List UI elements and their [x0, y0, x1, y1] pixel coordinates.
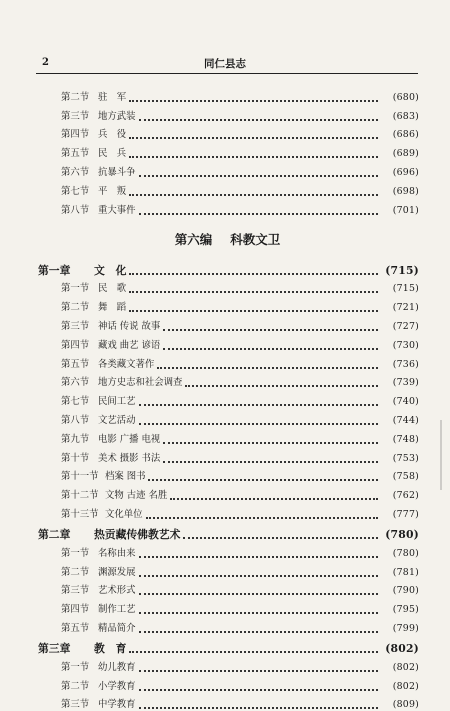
toc-entry-number: 第二节: [61, 680, 90, 692]
toc-entry-title: 民 歌: [98, 283, 127, 295]
toc-chapter-entry: [36, 257, 419, 277]
toc-entry-title: 美术 摄影 书法: [98, 452, 161, 464]
dot-leader: [129, 99, 378, 102]
toc-entry-title: 抗暴斗争: [98, 166, 136, 178]
toc-entry-title: 藏戏 曲艺 谚语: [98, 339, 161, 351]
toc-entry-number: 第七节: [61, 396, 90, 408]
toc-entry-title: 电影 广播 电视: [98, 433, 161, 445]
dot-leader: [139, 403, 378, 406]
dot-leader: [163, 328, 378, 331]
dot-leader: [129, 136, 378, 139]
dot-leader: [139, 212, 378, 215]
toc-chapter-entry: [36, 635, 419, 655]
toc-entry-number: 第二节: [61, 91, 90, 103]
toc-entry-title: 制作工艺: [98, 604, 136, 616]
toc-entry-title: 热贡藏传佛教艺术: [94, 527, 181, 541]
toc-section-entry: [36, 502, 419, 521]
toc-section-entry: [36, 295, 419, 314]
toc-entry-number: 第七节: [61, 185, 90, 197]
toc-entry-title: 幼儿教育: [98, 661, 136, 673]
toc-entry-title: 文物 古迹 名胜: [105, 490, 168, 502]
toc-entry-page: (696): [392, 166, 419, 178]
toc-entry-number: 第五节: [61, 148, 90, 160]
toc-entry-page: (698): [392, 185, 419, 197]
toc-entry-page: (715): [385, 263, 419, 277]
toc-section-entry: [36, 333, 419, 352]
toc-entry-title: 艺术形式: [98, 585, 136, 597]
toc-entry-number: 第三节: [61, 320, 90, 332]
toc-entry-title: 精品简介: [98, 622, 136, 634]
toc-entry-page: (781): [392, 566, 419, 578]
toc-entry-title: 平 叛: [98, 185, 127, 197]
table-of-contents: [36, 85, 419, 711]
toc-entry-page: (701): [392, 204, 419, 216]
toc-entry-number: 第三节: [61, 699, 90, 711]
toc-entry-page: (802): [392, 680, 419, 692]
dot-leader: [163, 460, 378, 463]
toc-entry-title: 民间工艺: [98, 396, 136, 408]
toc-entry-title: 小学教育: [98, 680, 136, 692]
part-title: 科教文卫: [230, 231, 281, 247]
toc-entry-page: (799): [392, 622, 419, 634]
toc-entry-title: 各类藏文著作: [98, 358, 155, 370]
dot-leader: [139, 611, 378, 614]
toc-entry-title: 文 化: [94, 263, 127, 277]
toc-entry-page: (686): [392, 129, 419, 141]
toc-entry-page: (721): [392, 302, 419, 314]
toc-section-entry: [36, 352, 419, 371]
dot-leader: [139, 422, 378, 425]
toc-section-entry: [36, 616, 419, 635]
toc-entry-number: 第一章: [38, 263, 71, 277]
toc-entry-number: 第一节: [61, 283, 90, 295]
toc-section-entry: [36, 597, 419, 616]
toc-entry-page: (780): [385, 527, 419, 541]
toc-entry-number: 第八节: [61, 414, 90, 426]
toc-entry-page: (689): [392, 148, 419, 160]
toc-entry-title: 驻 军: [98, 91, 127, 103]
toc-section-entry: [36, 427, 419, 446]
toc-entry-number: 第十二节: [61, 490, 99, 502]
dot-leader: [129, 155, 378, 158]
page-number: 2: [42, 57, 49, 68]
toc-section-entry: [36, 179, 419, 198]
toc-section-entry: [36, 371, 419, 390]
toc-entry-title: 重大事件: [98, 204, 136, 216]
toc-entry-page: (748): [392, 433, 419, 445]
toc-section-entry: [36, 277, 419, 296]
part-heading: [36, 221, 419, 257]
toc-section-entry: [36, 483, 419, 502]
toc-entry-page: (680): [392, 91, 419, 103]
toc-chapter-entry: [36, 521, 419, 541]
dot-leader: [139, 118, 378, 121]
part-number: 第六编: [174, 231, 213, 247]
toc-entry-number: 第三节: [61, 110, 90, 122]
dot-leader: [129, 272, 378, 275]
dot-leader: [139, 706, 378, 709]
toc-entry-number: 第六节: [61, 377, 90, 389]
toc-entry-title: 渊源发展: [98, 566, 136, 578]
toc-entry-page: (777): [392, 508, 419, 520]
toc-entry-title: 地方史志和社会调查: [98, 377, 183, 389]
toc-entry-page: (739): [392, 377, 419, 389]
dot-leader: [139, 574, 378, 577]
toc-section-entry: [36, 141, 419, 160]
dot-leader: [129, 290, 378, 293]
toc-entry-page: (758): [392, 471, 419, 483]
toc-entry-number: 第四节: [61, 604, 90, 616]
dot-leader: [157, 366, 378, 369]
toc-entry-title: 名称由来: [98, 547, 136, 559]
toc-entry-page: (780): [392, 547, 419, 559]
toc-entry-title: 教 育: [94, 641, 127, 655]
toc-entry-page: (753): [392, 452, 419, 464]
toc-section-entry: [36, 85, 419, 104]
toc-entry-number: 第十三节: [61, 508, 99, 520]
dot-leader: [139, 174, 378, 177]
dot-leader: [146, 516, 378, 519]
toc-entry-title: 档案 图书: [105, 471, 146, 483]
dot-leader: [170, 497, 378, 500]
toc-entry-number: 第二章: [38, 527, 71, 541]
toc-entry-number: 第四节: [61, 339, 90, 351]
dot-leader: [139, 555, 378, 558]
toc-entry-page: (802): [392, 661, 419, 673]
toc-entry-title: 民 兵: [98, 148, 127, 160]
toc-entry-title: 文艺活动: [98, 414, 136, 426]
toc-entry-page: (790): [392, 585, 419, 597]
toc-section-entry: [36, 104, 419, 123]
toc-section-entry: [36, 198, 419, 217]
toc-section-entry: [36, 579, 419, 598]
toc-entry-page: (715): [392, 283, 419, 295]
toc-entry-page: (744): [392, 414, 419, 426]
toc-section-entry: [36, 389, 419, 408]
dot-leader: [183, 536, 378, 539]
toc-section-entry: [36, 123, 419, 142]
toc-section-entry: [36, 314, 419, 333]
dot-leader: [129, 193, 378, 196]
toc-entry-number: 第十节: [61, 452, 90, 464]
toc-entry-number: 第九节: [61, 433, 90, 445]
toc-section-entry: [36, 560, 419, 579]
dot-leader: [139, 669, 378, 672]
dot-leader: [163, 441, 378, 444]
toc-entry-page: (736): [392, 358, 419, 370]
book-title: 同仁县志: [204, 58, 246, 70]
toc-entry-number: 第二节: [61, 302, 90, 314]
toc-entry-number: 第八节: [61, 204, 90, 216]
toc-section-entry: [36, 541, 419, 560]
toc-entry-number: 第十一节: [61, 471, 99, 483]
toc-entry-page: (802): [385, 641, 419, 655]
dot-leader: [163, 347, 378, 350]
toc-entry-title: 神话 传说 故事: [98, 320, 161, 332]
toc-entry-number: 第五节: [61, 358, 90, 370]
toc-entry-number: 第六节: [61, 166, 90, 178]
scan-edge-mark: [440, 420, 442, 490]
dot-leader: [185, 384, 378, 387]
toc-section-entry: [36, 655, 419, 674]
toc-entry-page: (730): [392, 339, 419, 351]
toc-entry-page: (740): [392, 396, 419, 408]
toc-entry-page: (683): [392, 110, 419, 122]
toc-entry-title: 舞 蹈: [98, 302, 127, 314]
dot-leader: [139, 592, 378, 595]
toc-entry-number: 第五节: [61, 622, 90, 634]
toc-section-entry: [36, 465, 419, 484]
toc-entry-title: 中学教育: [98, 699, 136, 711]
toc-section-entry: [36, 408, 419, 427]
header-rule: [36, 73, 418, 74]
toc-entry-title: 地方武装: [98, 110, 136, 122]
toc-section-entry: [36, 674, 419, 693]
toc-entry-number: 第一节: [61, 661, 90, 673]
toc-entry-number: 第三节: [61, 585, 90, 597]
toc-entry-page: (762): [392, 490, 419, 502]
dot-leader: [129, 309, 378, 312]
toc-entry-page: (809): [392, 699, 419, 711]
dot-leader: [129, 650, 378, 653]
dot-leader: [148, 478, 378, 481]
toc-section-entry: [36, 160, 419, 179]
toc-entry-page: (795): [392, 604, 419, 616]
dot-leader: [139, 688, 378, 691]
toc-entry-number: 第一节: [61, 547, 90, 559]
dot-leader: [139, 630, 378, 633]
toc-entry-number: 第四节: [61, 129, 90, 141]
toc-entry-page: (727): [392, 320, 419, 332]
toc-entry-number: 第三章: [38, 641, 71, 655]
toc-entry-number: 第二节: [61, 566, 90, 578]
toc-section-entry: [36, 693, 419, 711]
toc-entry-title: 兵 役: [98, 129, 127, 141]
toc-section-entry: [36, 446, 419, 465]
toc-entry-title: 文化单位: [105, 508, 143, 520]
